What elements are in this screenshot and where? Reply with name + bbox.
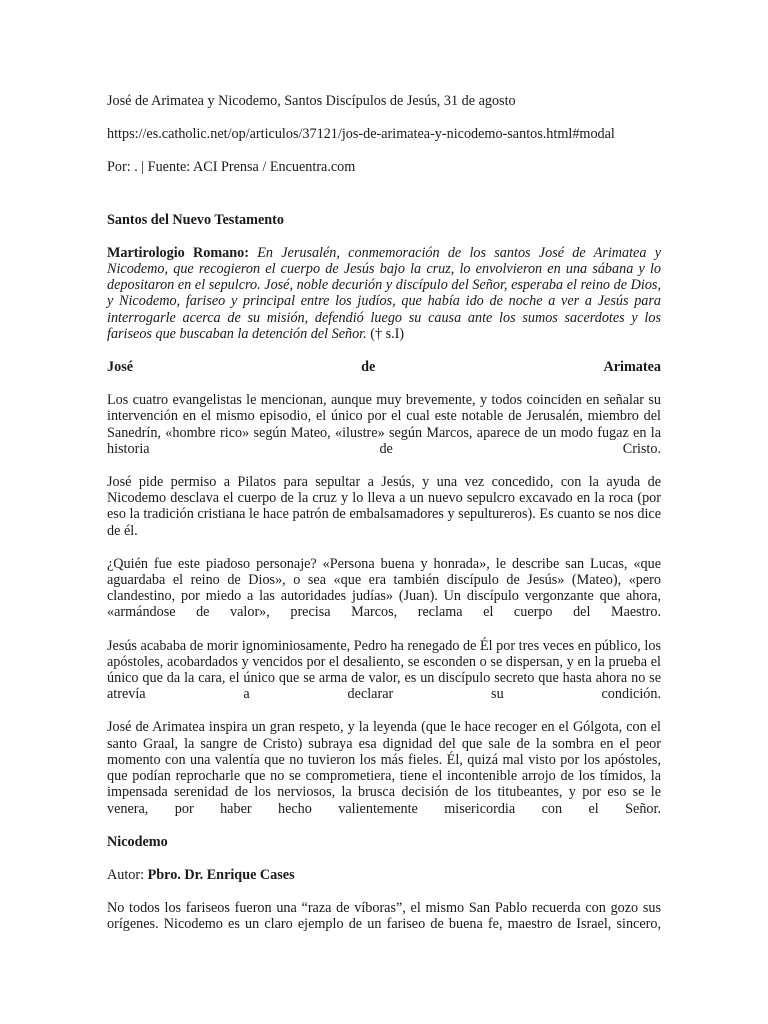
author-line (107, 867, 661, 883)
jose-heading-word: de (361, 359, 376, 376)
nicodemo-heading: Nicodemo (107, 833, 168, 850)
martirologio-text: En Jerusalén, conmemoración de los santos José de Arimatea y Nicodemo, que recogieron el cuerpo de Jesús bajo la cruz, lo envolvieron en una sábana y lo depositaron en el sepulcro. José, noble decurión y discípulo del Señor, esperaba el reino de Dios, y Nicodemo, fariseo y principal entre los judíos, que había ido de noche a ver a Jesús para interrogarle acerca de su misión, defendió luego su causa ante los sumos sacerdotes y los fariseos que buscaban la detención del Señor. (107, 244, 661, 342)
jose-heading (107, 359, 661, 375)
document-page (107, 93, 661, 933)
jose-paragraph-4: Jesús acababa de morir ignominiosamente, Pedro ha renegado de Él por tres veces en público, los apóstoles, acobardados y vencidos por el desaliento, se esconden o se dispersan, y en la prueba el único que da la cara, el único que se arma de valor, es un discípulo secreto que hasta ahora no se atrevía a declarar su condición. (107, 637, 661, 703)
jose-heading-word: José (107, 359, 134, 376)
jose-paragraph-5: José de Arimatea inspira un gran respeto, y la leyenda (que le hace recoger en el Gólgota, con el santo Graal, la sangre de Cristo) subraya esa dignidad del que sale de la sombra en el peor momento con una valentía que no tuvieron los más fieles. Él, quizá mal visto por los apóstoles, que podían reprocharle que no se comprometiera, tiene el incontenible arrojo de los tímidos, la impensada serenidad de los nerviosos, la brusca decisión de los titubeantes, y por eso se le venera, por haber hecho valientemente misericordia con el Señor. (107, 719, 661, 817)
jose-paragraph-3: ¿Quién fue este piadoso personaje? «Persona buena y honrada», le describe san Lucas, «que aguardaba el reino de Dios», o sea «que era también discípulo de Jesús» (Mateo), «pero clandestino, por miedo a las autoridades judías» (Juan). Un discípulo vergonzante que ahora, «armándose de valor», precisa Marcos, reclama el cuerpo del Maestro. (107, 555, 661, 621)
section-title: Santos del Nuevo Testamento (107, 211, 284, 228)
martirologio-label: Martirologio Romano: (107, 244, 249, 261)
author-label: Autor: (107, 866, 148, 883)
document-title-line: José de Arimatea y Nicodemo, Santos Discípulos de Jesús, 31 de agosto (107, 93, 516, 109)
jose-paragraph-2: José pide permiso a Pilatos para sepultar a Jesús, y una vez concedido, con la ayuda de Nicodemo desclava el cuerpo de la cruz y lo lleva a un nuevo sepulcro excavado en la roca (por eso la tradición cristiana le hace patrón de embalsamadores y sepultureros). Es cuanto se nos dice de él. (107, 474, 661, 539)
source-line: Por: . | Fuente: ACI Prensa / Encuentra.com (107, 159, 356, 176)
martirologio-paragraph (107, 245, 661, 342)
author-name: Pbro. Dr. Enrique Cases (147, 866, 295, 883)
source-url[interactable] (107, 126, 661, 142)
source-url-link[interactable]: https://es.catholic.net/op/articulos/37121/jos-de-arimatea-y-nicodemo-santos.html#modal (107, 126, 615, 143)
martirologio-suffix: († s.I) (366, 325, 405, 342)
nicodemo-paragraph: No todos los fariseos fueron una “raza de víboras”, el mismo San Pablo recuerda con gozo sus orígenes. Nicodemo es un claro ejemplo de un fariseo de buena fe, maestro de Israel, sincero, (107, 900, 661, 933)
jose-heading-word: Arimatea (603, 359, 661, 376)
jose-paragraph-1: Los cuatro evangelistas le mencionan, aunque muy brevemente, y todos coinciden en señalar su intervención en el mismo episodio, el único por el cual este notable de Jerusalén, miembro del Sanedrín, «hombre rico» según Mateo, «ilustre» según Marcos, aparece de un modo fugaz en la historia de Cristo. (107, 392, 661, 457)
